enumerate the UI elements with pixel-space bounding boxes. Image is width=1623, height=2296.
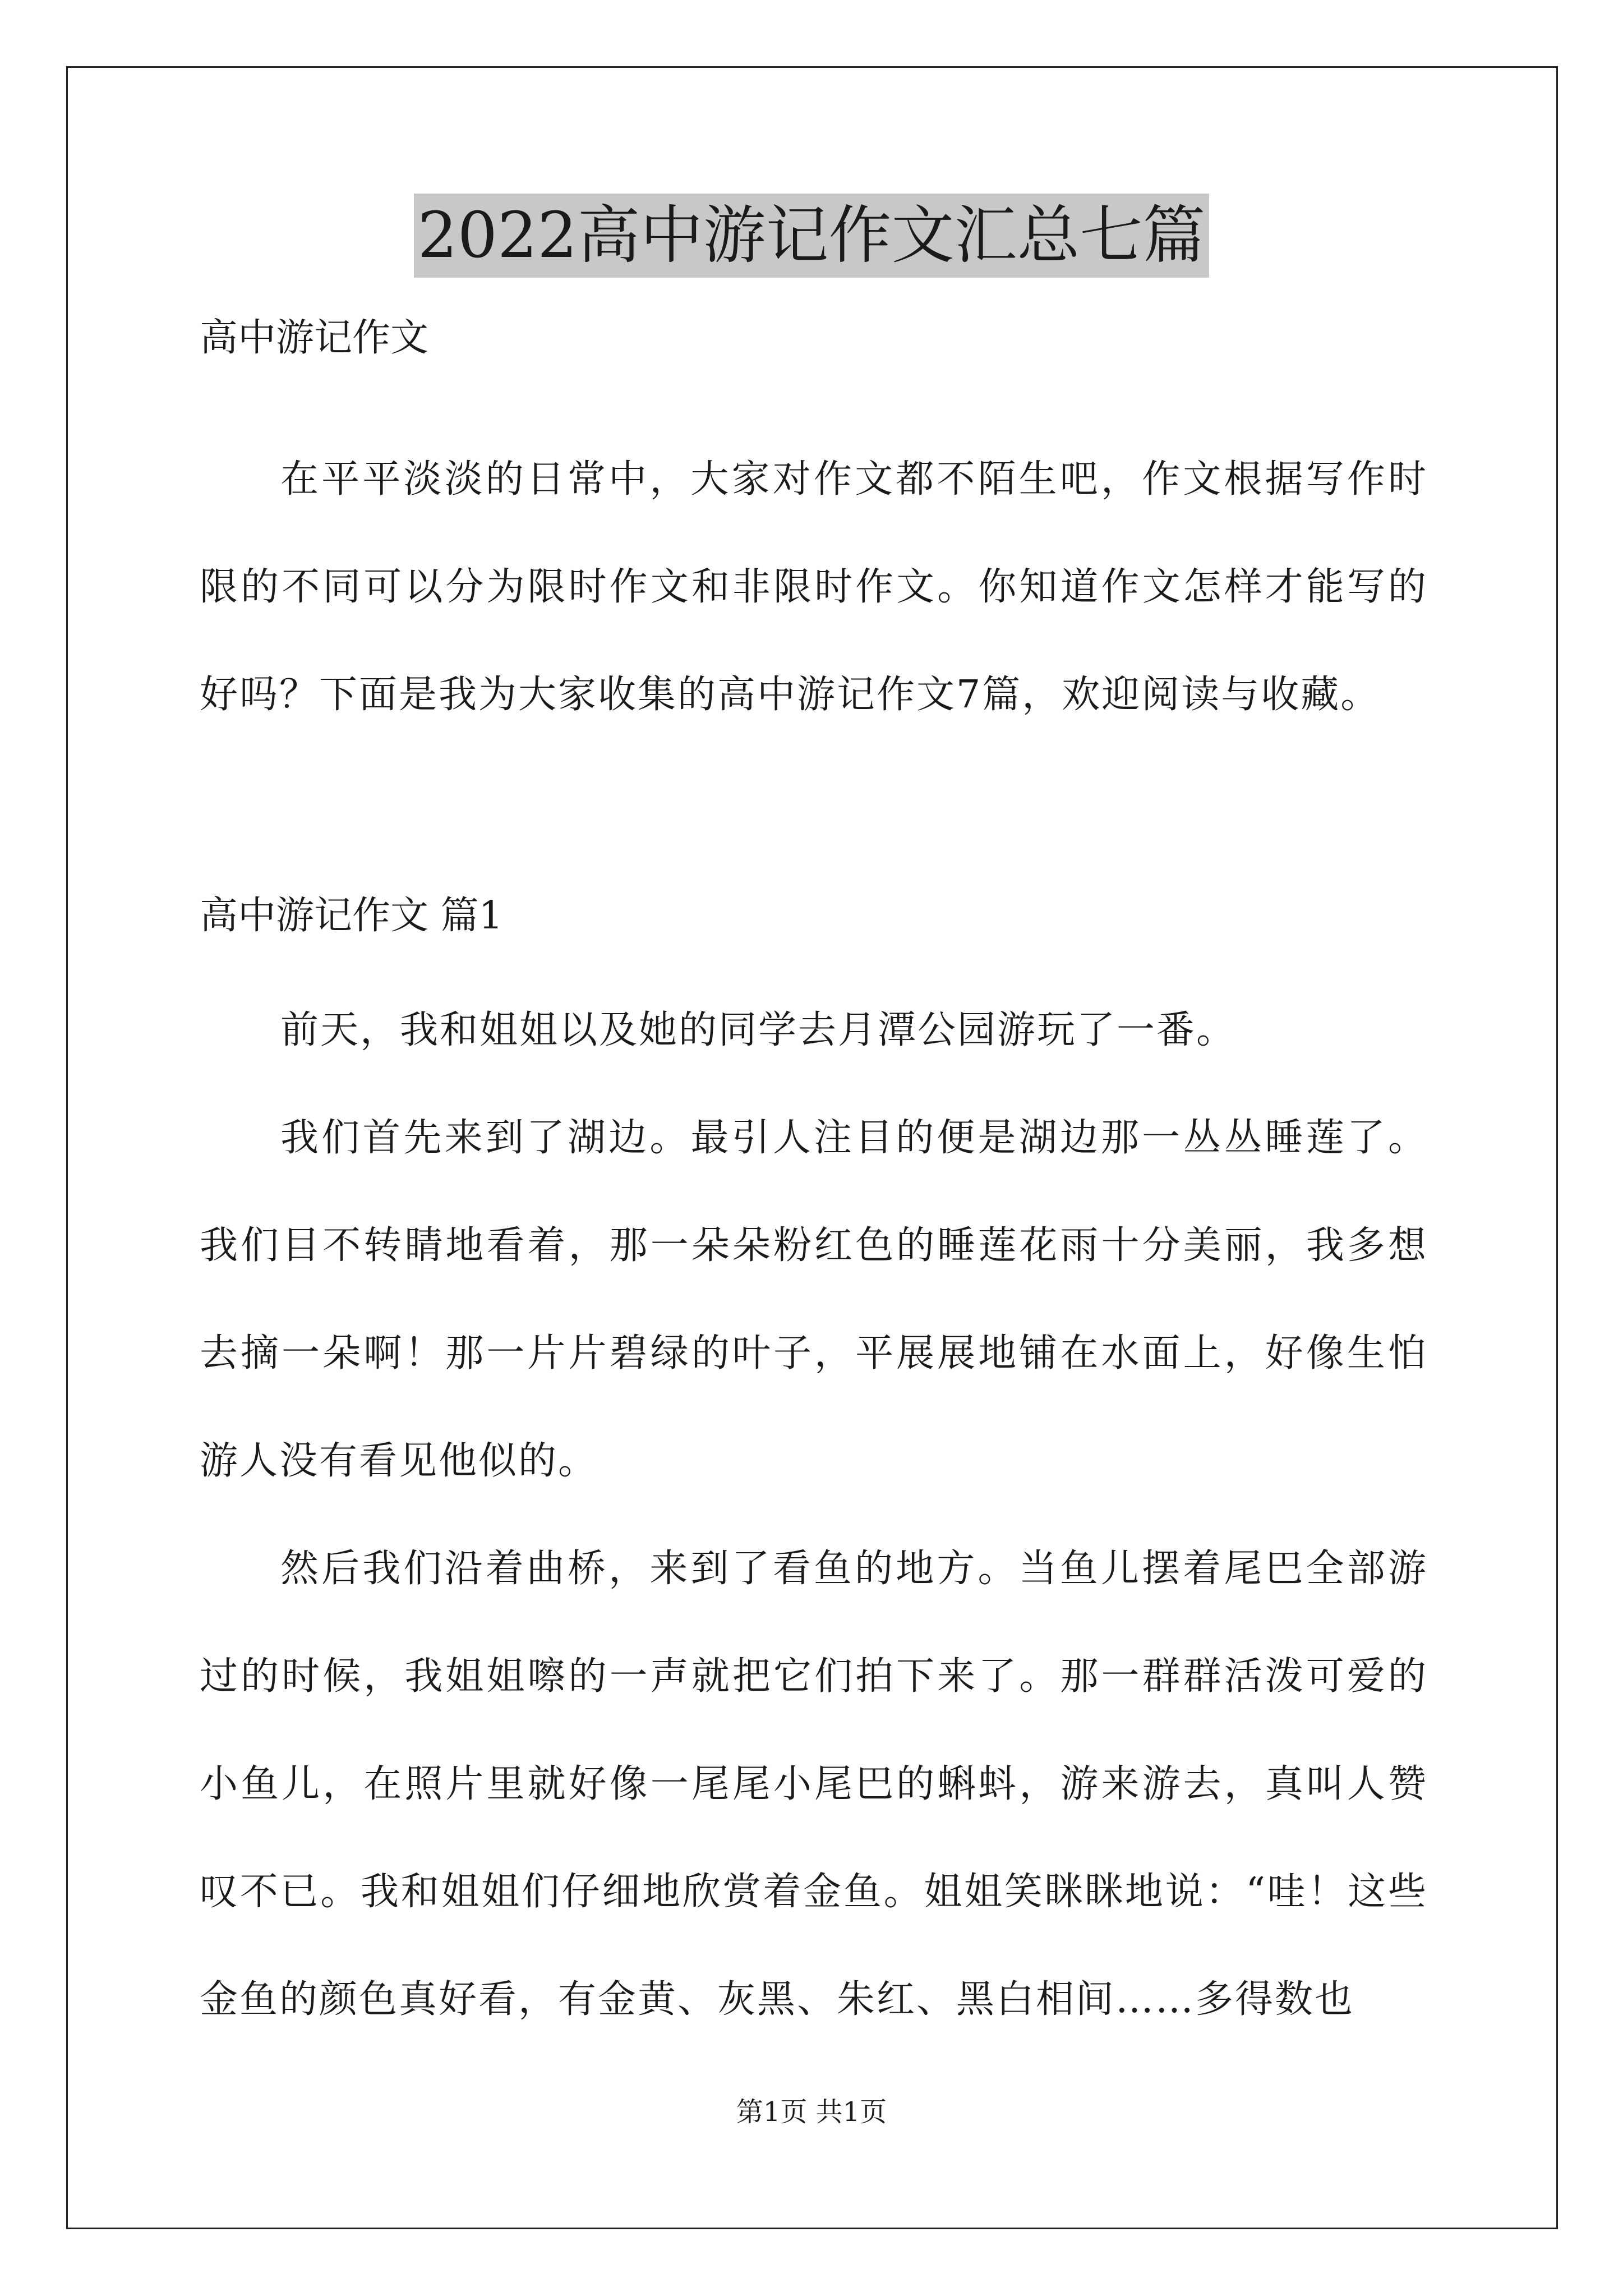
document-body <box>200 311 1428 2054</box>
body-paragraph: 我们首先来到了湖边。最引人注目的便是湖边那一丛丛睡莲了。我们目不转睛地看着，那一朵朵粉红色的睡莲花雨十分美丽，我多想去摘一朵啊！那一片片碧绿的叶子，平展展地铺在水面上，好像生怕游人没有看见他似的。 <box>200 1116 1428 1483</box>
document-title: 2022高中游记作文汇总七篇 <box>414 194 1209 278</box>
body-paragraph: 然后我们沿着曲桥，来到了看鱼的地方。当鱼儿摆着尾巴全部游过的时候，我姐姐嚓的一声就把它们拍下来了。那一群群活泼可爱的小鱼儿，在照片里就好像一尾尾小尾巴的蝌蚪，游来游去，真叫人赞叹不已。我和姐姐们仔细地欣赏着金鱼。姐姐笑眯眯地说：“哇！这些金鱼的颜色真好看，有金黄、灰黑、朱红、黑白相间……多得数也 <box>200 1547 1428 2022</box>
title-container <box>0 194 1623 278</box>
body-paragraph: 前天，我和姐姐以及她的同学去月潭公园游玩了一番。 <box>280 1008 1237 1052</box>
page-footer: 第1页 共1页 <box>736 2096 887 2128</box>
intro-heading: 高中游记作文 <box>200 316 429 360</box>
intro-paragraph: 在平平淡淡的日常中，大家对作文都不陌生吧，作文根据写作时限的不同可以分为限时作文和非限时作文。你知道作文怎样才能写的好吗？下面是我为大家收集的高中游记作文7篇，欢迎阅读与收藏。 <box>200 457 1428 717</box>
section-heading: 高中游记作文 篇1 <box>200 894 503 938</box>
